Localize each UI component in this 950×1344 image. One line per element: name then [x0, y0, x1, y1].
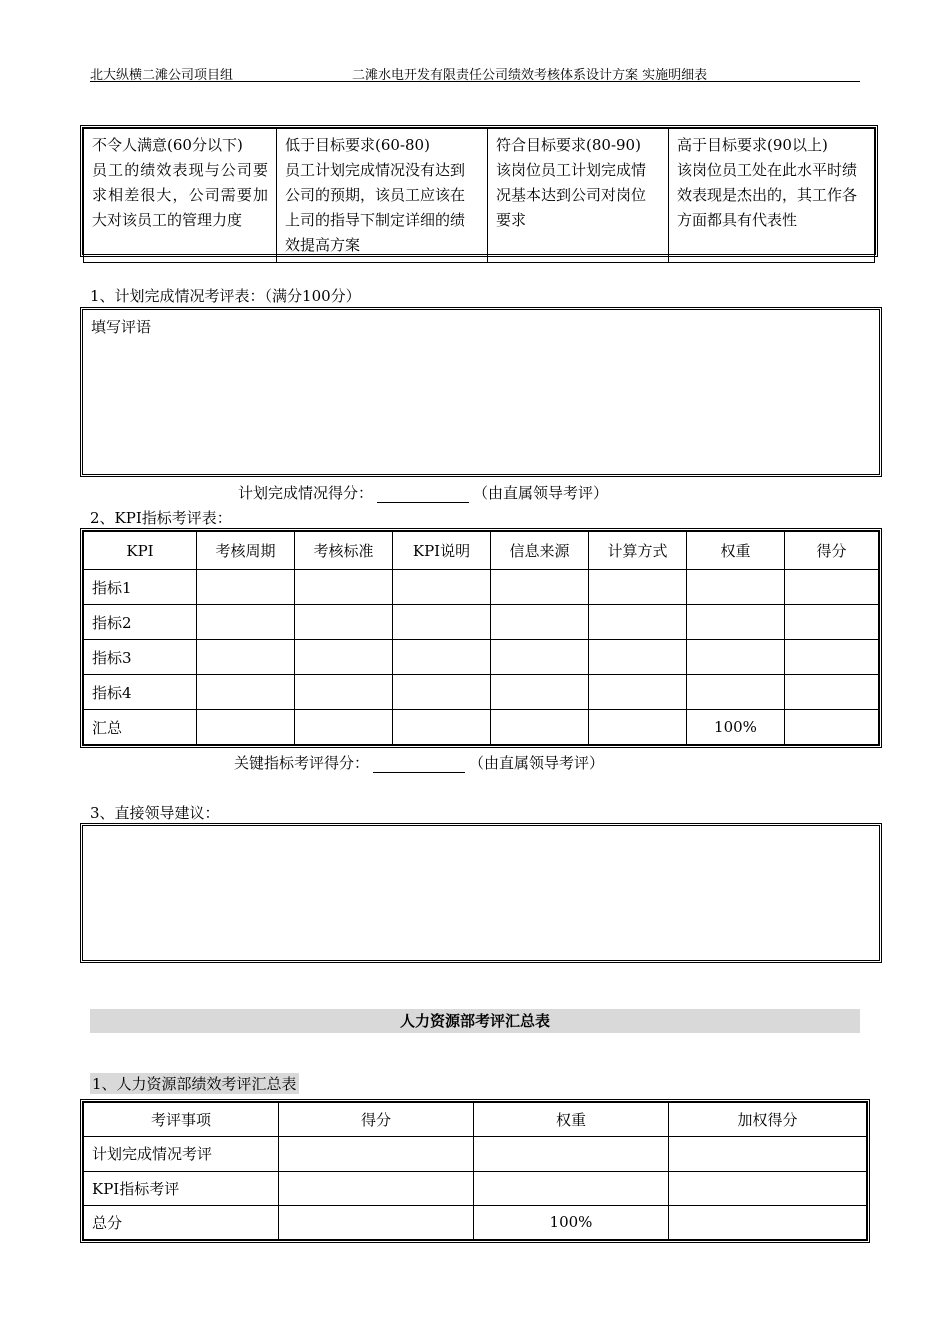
kpi-cell[interactable] [491, 570, 589, 605]
section1-title: 1、计划完成情况考评表：（满分100分） [90, 287, 361, 305]
kpi-cell[interactable] [393, 605, 491, 640]
table-row [84, 1171, 867, 1205]
rating-desc: 员工的绩效表现与公司要求相差很大，公司需要加大对该员工的管理力度 [92, 161, 268, 229]
kpi-cell[interactable] [393, 640, 491, 675]
kpi-header-cell: KPI [84, 532, 197, 570]
kpi-score-cell[interactable] [785, 605, 879, 640]
section3-title: 3、直接领导建议： [90, 804, 220, 822]
kpi-weight-cell[interactable] [687, 675, 785, 710]
hr-header-cell: 权重 [474, 1103, 669, 1137]
rating-desc: 员工计划完成情况没有达到公司的预期，该员工应该在上司的指导下制定详细的绩效提高方案 [285, 161, 466, 254]
kpi-weight-cell[interactable] [687, 640, 785, 675]
section2-score-label: 关键指标考评得分： [234, 754, 370, 772]
kpi-header-cell: 权重 [687, 532, 785, 570]
kpi-cell[interactable] [393, 570, 491, 605]
kpi-cell[interactable] [197, 605, 295, 640]
rating-desc: 该岗位员工计划完成情况基本达到公司对岗位要求 [496, 161, 647, 229]
kpi-row-label: 指标2 [84, 605, 197, 640]
hr-weight-cell[interactable] [474, 1171, 669, 1205]
kpi-header-cell: KPI说明 [393, 532, 491, 570]
kpi-cell[interactable] [197, 710, 295, 745]
kpi-weight-cell[interactable] [687, 605, 785, 640]
kpi-header-cell: 考核标准 [295, 532, 393, 570]
kpi-cell[interactable] [197, 570, 295, 605]
hr-header-cell: 得分 [279, 1103, 474, 1137]
kpi-row-label: 指标3 [84, 640, 197, 675]
kpi-cell[interactable] [589, 570, 687, 605]
kpi-cell[interactable] [589, 710, 687, 745]
hr-summary-table [80, 1099, 870, 1243]
hr-summary-subtitle: 1、人力资源部绩效考评汇总表 [92, 1075, 297, 1093]
rating-cell-above-target [669, 129, 875, 263]
table-row [84, 640, 879, 675]
hr-row-label: 总分 [84, 1205, 279, 1239]
kpi-weight-total: 100% [687, 710, 785, 745]
section1-score-label: 计划完成情况得分： [238, 484, 374, 502]
section1-score-note: （由直属领导考评） [473, 484, 609, 502]
hr-weighted-cell[interactable] [669, 1205, 867, 1239]
kpi-cell[interactable] [491, 710, 589, 745]
table-row [84, 605, 879, 640]
kpi-cell[interactable] [295, 640, 393, 675]
header-left: 北大纵横二滩公司项目组 [90, 68, 234, 83]
kpi-score-cell[interactable] [785, 675, 879, 710]
kpi-cell[interactable] [295, 605, 393, 640]
hr-score-cell[interactable] [279, 1171, 474, 1205]
section1-score-blank[interactable] [377, 488, 469, 503]
hr-score-cell[interactable] [279, 1137, 474, 1171]
table-row [84, 1205, 867, 1239]
kpi-cell[interactable] [589, 675, 687, 710]
kpi-cell[interactable] [295, 710, 393, 745]
kpi-table [80, 528, 882, 748]
kpi-score-cell[interactable] [785, 570, 879, 605]
section2-score-blank[interactable] [373, 758, 465, 773]
rating-title: 符合目标要求(80-90) [496, 136, 641, 154]
header-right: 二滩水电开发有限责任公司绩效考核体系设计方案 实施明细表 [352, 68, 708, 83]
rating-desc: 该岗位员工处在此水平时绩效表现是杰出的，其工作各方面都具有代表性 [677, 161, 858, 229]
section3-suggestion-box[interactable] [80, 823, 882, 963]
kpi-weight-cell[interactable] [687, 570, 785, 605]
section2-score-line [234, 752, 604, 773]
rating-title: 高于目标要求(90以上) [677, 136, 828, 154]
kpi-cell[interactable] [393, 675, 491, 710]
kpi-cell[interactable] [491, 605, 589, 640]
kpi-header-cell: 信息来源 [491, 532, 589, 570]
section1-score-line [238, 482, 608, 503]
hr-row-label: KPI指标考评 [84, 1171, 279, 1205]
kpi-score-cell[interactable] [785, 640, 879, 675]
kpi-row-label: 汇总 [84, 710, 197, 745]
kpi-header-cell: 计算方式 [589, 532, 687, 570]
rating-cell-below-target [277, 129, 488, 263]
kpi-cell[interactable] [295, 675, 393, 710]
kpi-header-cell: 得分 [785, 532, 879, 570]
hr-score-cell[interactable] [279, 1205, 474, 1239]
kpi-cell[interactable] [589, 640, 687, 675]
section2-score-note: （由直属领导考评） [469, 754, 605, 772]
rating-title: 低于目标要求(60-80) [285, 136, 430, 154]
rating-cell-unsatisfactory [84, 129, 277, 263]
table-row [84, 710, 879, 745]
hr-row-label: 计划完成情况考评 [84, 1137, 279, 1171]
table-row [84, 675, 879, 710]
kpi-row-label: 指标1 [84, 570, 197, 605]
section1-comment-box[interactable] [80, 307, 882, 477]
kpi-cell[interactable] [589, 605, 687, 640]
kpi-cell[interactable] [295, 570, 393, 605]
table-row [84, 570, 879, 605]
hr-weighted-cell[interactable] [669, 1171, 867, 1205]
hr-weight-total: 100% [474, 1205, 669, 1239]
kpi-cell[interactable] [197, 675, 295, 710]
hr-weight-cell[interactable] [474, 1137, 669, 1171]
rating-levels-table [80, 125, 878, 257]
kpi-row-label: 指标4 [84, 675, 197, 710]
kpi-cell[interactable] [393, 710, 491, 745]
kpi-cell[interactable] [491, 640, 589, 675]
table-row [84, 1137, 867, 1171]
hr-header-cell: 加权得分 [669, 1103, 867, 1137]
hr-header-row [84, 1103, 867, 1137]
kpi-cell[interactable] [197, 640, 295, 675]
kpi-cell[interactable] [491, 675, 589, 710]
hr-summary-banner: 人力资源部考评汇总表 [90, 1009, 860, 1033]
kpi-score-cell[interactable] [785, 710, 879, 745]
hr-header-cell: 考评事项 [84, 1103, 279, 1137]
kpi-header-row [84, 532, 879, 570]
section1-placeholder: 填写评语 [91, 318, 152, 336]
rating-cell-meets-target [488, 129, 669, 263]
section2-title: 2、KPI指标考评表： [90, 509, 232, 527]
rating-title: 不令人满意(60分以下) [92, 136, 243, 154]
kpi-header-cell: 考核周期 [197, 532, 295, 570]
hr-weighted-cell[interactable] [669, 1137, 867, 1171]
header-divider [90, 81, 860, 82]
